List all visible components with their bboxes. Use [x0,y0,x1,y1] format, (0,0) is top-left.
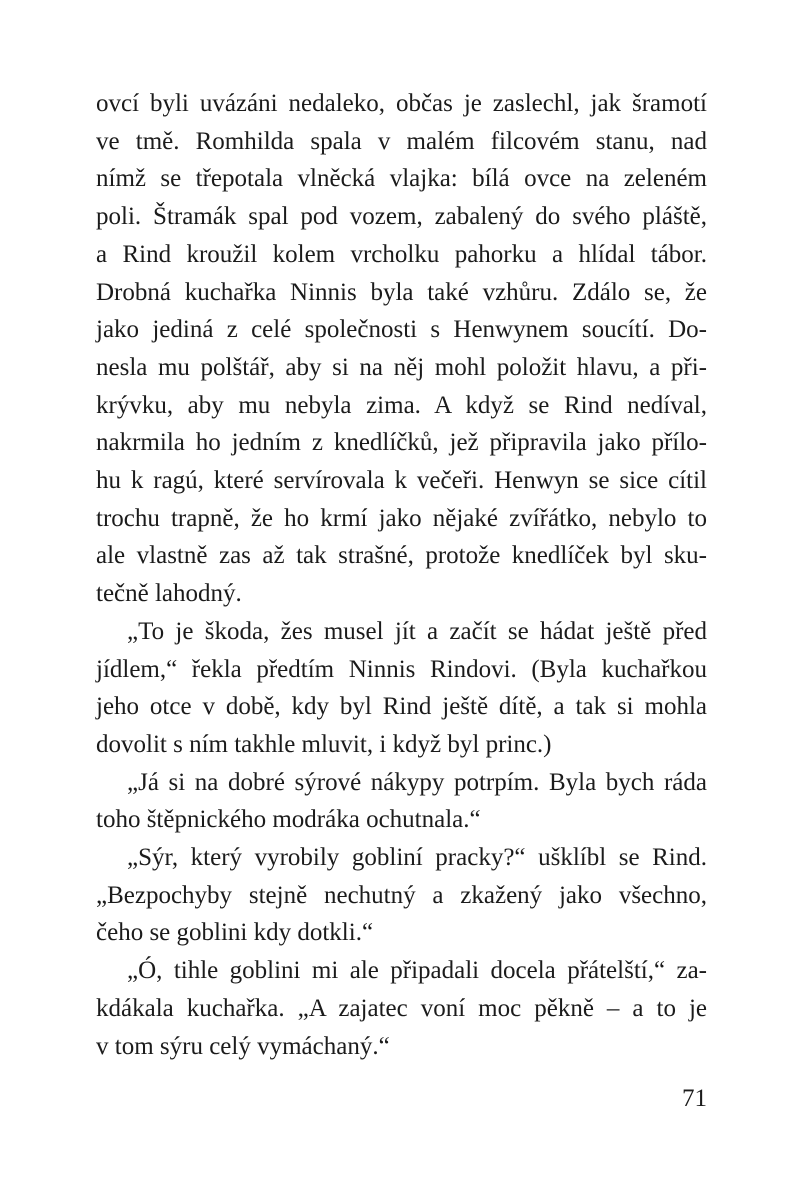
text-line: ovcí byli uvázáni nedaleko, občas je zaslechl, jak šramotí [96,90,707,117]
text-line: nesla mu polštář, aby si na něj mohl položit hlavu, a při- [96,353,707,381]
paragraph [96,839,707,952]
body-text [96,85,707,1065]
text-line: čeho se goblini kdy dotkli.“ [96,919,374,947]
text-line: hu k ragú, které servírovala k večeři. Henwyn se sice cítil [96,467,707,495]
text-line: tečně lahodný. [96,580,242,608]
text-line: jeho otce v době, kdy byl Rind ještě dítě, a tak si mohla [96,693,707,721]
text-line: ale vlastně zas až tak strašné, protože knedlíček byl sku- [96,542,707,570]
paragraph [96,613,707,764]
text-line: krývku, aby mu nebyla zima. A když se Rind nedíval, [96,391,707,419]
text-line: „Já si na dobré sýrové nákypy potrpím. Byla bych ráda [127,768,707,796]
text-line: jídlem,“ řekla předtím Ninnis Rindovi. (Byla kuchařkou [96,655,707,683]
text-line: „To je škoda, žes musel jít a začít se hádat ještě před [127,617,707,645]
text-line: jako jediná z celé společnosti s Henwynem soucítí. Do- [96,316,707,344]
text-line: trochu trapně, že ho krmí jako nějaké zvířátko, nebylo to [96,504,707,532]
text-line: ve tmě. Romhilda spala v malém filcovém stanu, nad [96,127,707,155]
text-line: „Sýr, který vyrobily gobliní pracky?“ ušklíbl se Rind. [127,844,707,872]
text-line: dovolit s ním takhle mluvit, i když byl princ.) [96,730,552,758]
page-number: 71 [682,1085,707,1112]
text-line: poli. Štramák spal pod vozem, zabalený do svého pláště, [96,203,707,231]
text-line: nímž se třepotala vlněcká vlajka: bílá ovce na zeleném [96,165,707,193]
text-line: „Bezpochyby stejně nechutný a zkažený jako všechno, [96,881,707,909]
text-line: nakrmila ho jedním z knedlíčků, jež připravila jako přílo- [96,429,707,457]
paragraph [96,952,707,1065]
text-line: „Ó, tihle goblini mi ale připadali docela přátelští,“ za- [127,957,707,985]
text-line: v tom sýru celý vymáchaný.“ [96,1032,390,1060]
paragraph [96,85,707,613]
paragraph [96,764,707,839]
text-line: Drobná kuchařka Ninnis byla také vzhůru. Zdálo se, že [96,278,707,306]
text-line: kdákala kuchařka. „A zajatec voní moc pěkně – a to je [96,994,707,1022]
text-line: a Rind kroužil kolem vrcholku pahorku a hlídal tábor. [96,240,707,268]
text-line: toho štěpnického modráka ochutnala.“ [96,806,481,834]
